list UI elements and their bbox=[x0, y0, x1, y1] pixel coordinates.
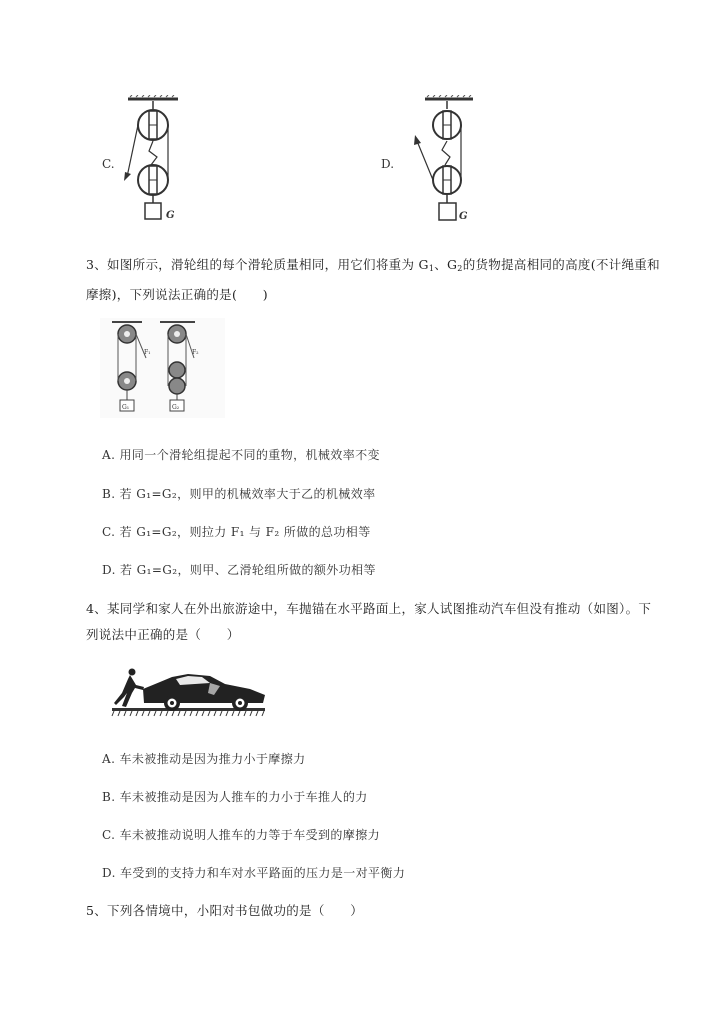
svg-text:G: G bbox=[459, 211, 468, 222]
q3-option-b[interactable]: B. 若 G₁=G₂，则甲的机械效率大于乙的机械效率 bbox=[102, 487, 376, 501]
q4-stem-line1: 4、某同学和家人在外出旅游途中，车抛锚在水平路面上，家人试图推动汽车但没有推动（如图）。下 bbox=[86, 601, 652, 616]
svg-text:F₁: F₁ bbox=[144, 349, 151, 356]
q3-option-c[interactable]: C. 若 G₁=G₂，则拉力 F₁ 与 F₂ 所做的总功相等 bbox=[102, 525, 371, 539]
q3-stem bbox=[86, 252, 706, 308]
svg-text:G₁: G₁ bbox=[122, 404, 130, 411]
q3-option-d[interactable]: D. 若 G₁=G₂，则甲、乙滑轮组所做的额外功相等 bbox=[102, 563, 376, 577]
pulley-diagram-c bbox=[118, 95, 198, 230]
pulley-diagram-d bbox=[405, 95, 485, 230]
q5-stem: 5、下列各情境中，小阳对书包做功的是（ ） bbox=[86, 903, 364, 918]
q4-option-b[interactable]: B. 车未被推动是因为人推车的力小于车推人的力 bbox=[102, 790, 368, 804]
q3-stem-line2: 摩擦)，下列说法正确的是( ) bbox=[86, 287, 268, 302]
option-d-label: D. bbox=[381, 157, 395, 171]
svg-text:G₂: G₂ bbox=[172, 404, 180, 411]
q3-option-a[interactable]: A. 用同一个滑轮组提起不同的重物，机械效率不变 bbox=[102, 448, 380, 462]
car-push-figure bbox=[110, 665, 270, 717]
q4-option-d[interactable]: D. 车受到的支持力和车对水平路面的压力是一对平衡力 bbox=[102, 866, 406, 880]
q4-option-a[interactable]: A. 车未被推动是因为推力小于摩擦力 bbox=[102, 752, 306, 766]
q4-stem-line2: 列说法中正确的是（ ） bbox=[86, 627, 240, 642]
option-c-label: C. bbox=[102, 157, 115, 171]
q3-pulley-figure bbox=[100, 318, 225, 418]
q4-stem bbox=[86, 596, 716, 648]
weight-label: G bbox=[166, 210, 175, 221]
q4-option-c[interactable]: C. 车未被推动说明人推车的力等于车受到的摩擦力 bbox=[102, 828, 380, 842]
svg-text:F₂: F₂ bbox=[192, 349, 199, 356]
q3-stem-line1: 3、如图所示，滑轮组的每个滑轮质量相同，用它们将重为 $G_1$、$G_2$的货物提高相同的高度(不计绳重和 bbox=[86, 257, 660, 273]
